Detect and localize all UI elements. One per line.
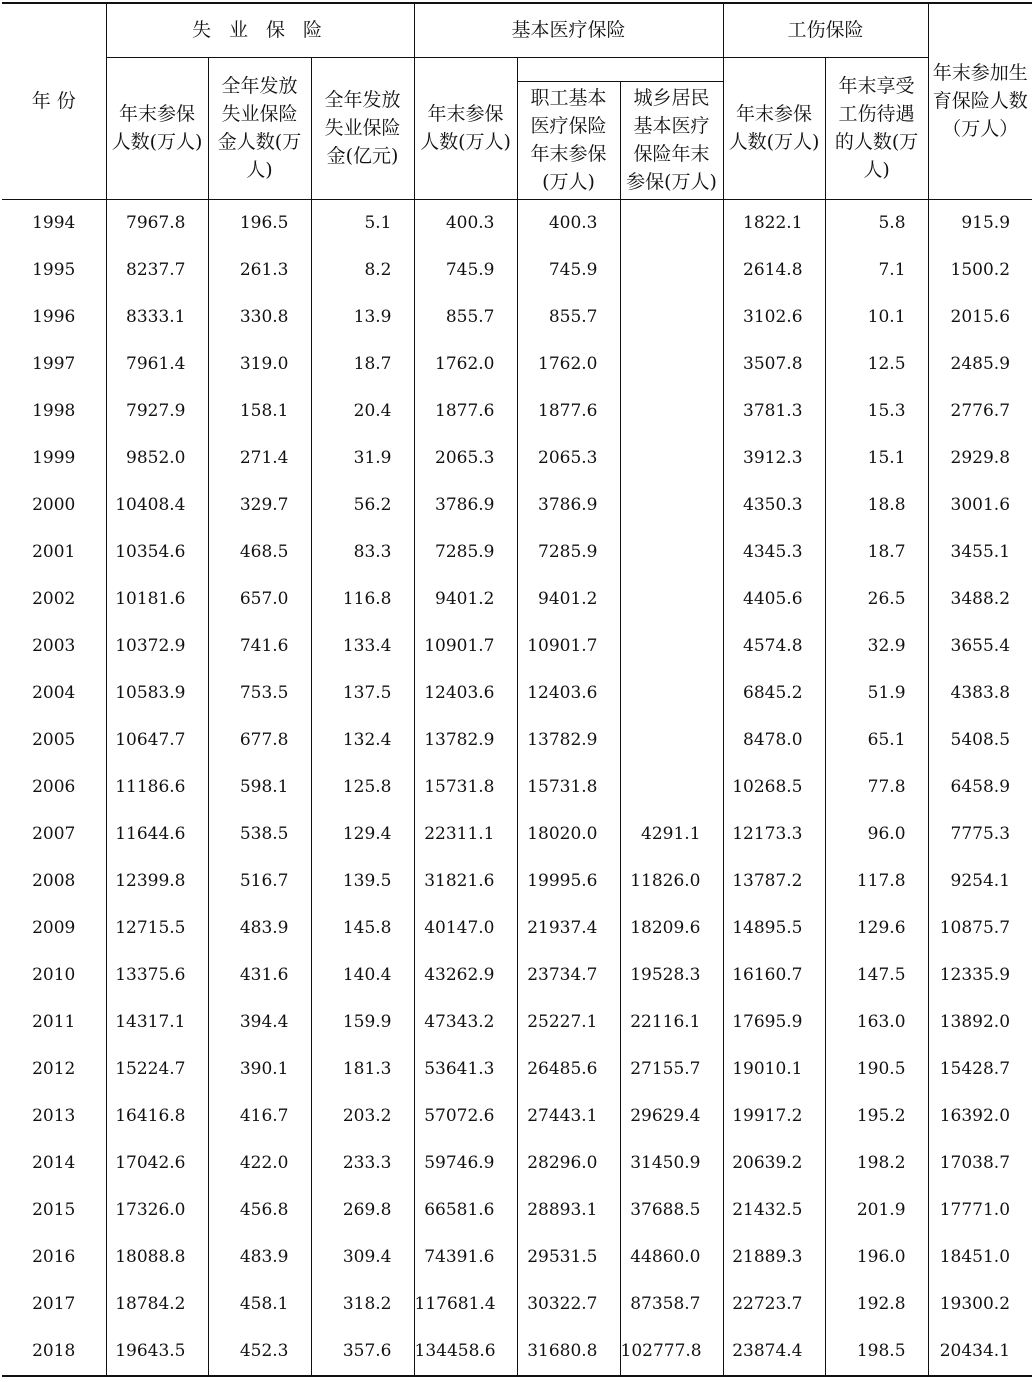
cell-m-resident xyxy=(620,529,723,576)
cell-year: 1995 xyxy=(32,260,76,280)
table-row xyxy=(2,952,1032,999)
cell-i-beneficiaries: 190.5 xyxy=(825,1046,928,1093)
cell-i-beneficiaries: 163.0 xyxy=(825,999,928,1046)
cell-u-insured: 7927.9 xyxy=(106,388,208,435)
cell-u-amount: 309.4 xyxy=(311,1234,414,1281)
cell-year: 1994 xyxy=(32,213,76,233)
cell-m-employee: 23734.7 xyxy=(517,952,620,999)
cell-u-insured: 13375.6 xyxy=(106,952,208,999)
cell-u-insured: 10408.4 xyxy=(106,482,208,529)
cell-m-employee: 26485.6 xyxy=(517,1046,620,1093)
cell-u-recipients: 598.1 xyxy=(208,764,311,811)
table-row xyxy=(2,294,1032,341)
cell-m-resident: 18209.6 xyxy=(620,905,723,952)
table-row xyxy=(2,529,1032,576)
table-row xyxy=(2,1187,1032,1234)
cell-u-insured: 17326.0 xyxy=(106,1187,208,1234)
social-insurance-table xyxy=(2,2,1032,1377)
cell-m-insured: 53641.3 xyxy=(414,1046,517,1093)
cell-maternity: 2929.8 xyxy=(928,435,1032,482)
cell-i-beneficiaries: 15.3 xyxy=(825,388,928,435)
cell-u-amount: 18.7 xyxy=(311,341,414,388)
table-row xyxy=(2,1093,1032,1140)
table-row xyxy=(2,999,1032,1046)
cell-m-resident: 11826.0 xyxy=(620,858,723,905)
cell-i-beneficiaries: 192.8 xyxy=(825,1281,928,1328)
header-u-recipients: 全年发放失业保险金人数(万人) xyxy=(208,57,311,199)
cell-u-recipients: 261.3 xyxy=(208,247,311,294)
table-row xyxy=(2,1281,1032,1328)
cell-m-employee: 31680.8 xyxy=(517,1328,620,1376)
cell-maternity: 16392.0 xyxy=(928,1093,1032,1140)
cell-u-insured: 14317.1 xyxy=(106,999,208,1046)
cell-m-resident xyxy=(620,294,723,341)
cell-u-insured: 7967.8 xyxy=(106,199,208,247)
cell-maternity: 13892.0 xyxy=(928,999,1032,1046)
cell-i-insured: 21432.5 xyxy=(723,1187,825,1234)
cell-m-insured: 855.7 xyxy=(414,294,517,341)
cell-i-beneficiaries: 77.8 xyxy=(825,764,928,811)
cell-u-amount: 125.8 xyxy=(311,764,414,811)
cell-i-beneficiaries: 147.5 xyxy=(825,952,928,999)
cell-m-employee: 21937.4 xyxy=(517,905,620,952)
cell-u-recipients: 330.8 xyxy=(208,294,311,341)
table-row xyxy=(2,670,1032,717)
cell-u-amount: 139.5 xyxy=(311,858,414,905)
cell-m-insured: 22311.1 xyxy=(414,811,517,858)
cell-year: 2006 xyxy=(32,777,76,797)
cell-i-beneficiaries: 51.9 xyxy=(825,670,928,717)
cell-year: 2005 xyxy=(32,730,76,750)
cell-m-insured: 57072.6 xyxy=(414,1093,517,1140)
cell-i-beneficiaries: 201.9 xyxy=(825,1187,928,1234)
cell-year: 2010 xyxy=(32,965,76,985)
cell-u-insured: 19643.5 xyxy=(106,1328,208,1376)
table-row xyxy=(2,388,1032,435)
cell-m-resident: 19528.3 xyxy=(620,952,723,999)
cell-i-insured: 23874.4 xyxy=(723,1328,825,1376)
cell-year: 2013 xyxy=(32,1106,76,1126)
table-row xyxy=(2,482,1032,529)
cell-u-recipients: 271.4 xyxy=(208,435,311,482)
cell-m-employee: 2065.3 xyxy=(517,435,620,482)
cell-m-resident: 44860.0 xyxy=(620,1234,723,1281)
cell-i-insured: 4574.8 xyxy=(723,623,825,670)
cell-i-insured: 13787.2 xyxy=(723,858,825,905)
cell-u-recipients: 538.5 xyxy=(208,811,311,858)
header-i-insured: 年末参保人数(万人) xyxy=(723,57,825,199)
cell-m-resident xyxy=(620,482,723,529)
cell-maternity: 9254.1 xyxy=(928,858,1032,905)
table-row xyxy=(2,199,1032,247)
cell-u-recipients: 329.7 xyxy=(208,482,311,529)
cell-u-recipients: 416.7 xyxy=(208,1093,311,1140)
cell-i-insured: 14895.5 xyxy=(723,905,825,952)
header-m-insured: 年末参保人数(万人) xyxy=(414,57,517,199)
cell-m-employee: 1762.0 xyxy=(517,341,620,388)
cell-u-amount: 318.2 xyxy=(311,1281,414,1328)
cell-u-recipients: 452.3 xyxy=(208,1328,311,1376)
cell-m-employee: 30322.7 xyxy=(517,1281,620,1328)
cell-m-insured: 12403.6 xyxy=(414,670,517,717)
cell-i-insured: 4345.3 xyxy=(723,529,825,576)
table-header xyxy=(2,3,1032,199)
cell-m-resident: 22116.1 xyxy=(620,999,723,1046)
cell-m-insured: 9401.2 xyxy=(414,576,517,623)
cell-i-insured: 19010.1 xyxy=(723,1046,825,1093)
cell-year: 2012 xyxy=(32,1059,76,1079)
cell-u-amount: 56.2 xyxy=(311,482,414,529)
cell-i-beneficiaries: 65.1 xyxy=(825,717,928,764)
cell-u-amount: 159.9 xyxy=(311,999,414,1046)
cell-maternity: 915.9 xyxy=(928,199,1032,247)
cell-u-amount: 8.2 xyxy=(311,247,414,294)
cell-m-insured: 2065.3 xyxy=(414,435,517,482)
header-medical-group: 基本医疗保险 xyxy=(414,3,723,57)
cell-m-employee: 18020.0 xyxy=(517,811,620,858)
cell-u-amount: 269.8 xyxy=(311,1187,414,1234)
cell-year: 1999 xyxy=(32,448,76,468)
cell-u-recipients: 394.4 xyxy=(208,999,311,1046)
cell-u-amount: 5.1 xyxy=(311,199,414,247)
cell-i-insured: 3912.3 xyxy=(723,435,825,482)
cell-u-insured: 16416.8 xyxy=(106,1093,208,1140)
cell-u-recipients: 468.5 xyxy=(208,529,311,576)
cell-u-insured: 8237.7 xyxy=(106,247,208,294)
cell-i-beneficiaries: 10.1 xyxy=(825,294,928,341)
cell-u-amount: 140.4 xyxy=(311,952,414,999)
cell-m-employee: 15731.8 xyxy=(517,764,620,811)
cell-i-beneficiaries: 7.1 xyxy=(825,247,928,294)
cell-m-insured: 1877.6 xyxy=(414,388,517,435)
cell-u-insured: 18784.2 xyxy=(106,1281,208,1328)
cell-maternity: 17771.0 xyxy=(928,1187,1032,1234)
cell-maternity: 2015.6 xyxy=(928,294,1032,341)
cell-year: 2018 xyxy=(2,1328,106,1376)
table-row xyxy=(2,811,1032,858)
header-injury-group: 工伤保险 xyxy=(723,3,928,57)
table-row xyxy=(2,1046,1032,1093)
cell-i-insured: 16160.7 xyxy=(723,952,825,999)
cell-m-employee: 3786.9 xyxy=(517,482,620,529)
cell-u-amount: 83.3 xyxy=(311,529,414,576)
cell-m-resident xyxy=(620,435,723,482)
cell-m-employee: 19995.6 xyxy=(517,858,620,905)
cell-u-insured: 12399.8 xyxy=(106,858,208,905)
header-m-employee: 职工基本医疗保险年末参保(万人) xyxy=(517,81,620,199)
table-row xyxy=(2,623,1032,670)
cell-m-resident xyxy=(620,717,723,764)
cell-m-insured: 40147.0 xyxy=(414,905,517,952)
cell-u-insured: 11644.6 xyxy=(106,811,208,858)
cell-year: 2015 xyxy=(32,1200,76,1220)
cell-u-recipients: 483.9 xyxy=(208,1234,311,1281)
cell-i-insured: 3102.6 xyxy=(723,294,825,341)
cell-m-resident: 27155.7 xyxy=(620,1046,723,1093)
table-row xyxy=(2,858,1032,905)
cell-m-employee: 1877.6 xyxy=(517,388,620,435)
cell-m-resident: 4291.1 xyxy=(620,811,723,858)
cell-m-insured: 31821.6 xyxy=(414,858,517,905)
cell-year: 1997 xyxy=(32,354,76,374)
cell-m-insured: 59746.9 xyxy=(414,1140,517,1187)
cell-i-insured: 1822.1 xyxy=(723,199,825,247)
cell-m-employee: 28893.1 xyxy=(517,1187,620,1234)
cell-i-beneficiaries: 117.8 xyxy=(825,858,928,905)
cell-year: 1998 xyxy=(32,401,76,421)
cell-i-insured: 22723.7 xyxy=(723,1281,825,1328)
cell-m-insured: 66581.6 xyxy=(414,1187,517,1234)
cell-m-employee: 9401.2 xyxy=(517,576,620,623)
cell-m-employee: 745.9 xyxy=(517,247,620,294)
table-row xyxy=(2,1140,1032,1187)
cell-i-insured: 8478.0 xyxy=(723,717,825,764)
cell-i-beneficiaries: 198.5 xyxy=(825,1328,928,1376)
header-m-sub-spacer xyxy=(517,57,723,81)
cell-maternity: 5408.5 xyxy=(928,717,1032,764)
cell-i-insured: 2614.8 xyxy=(723,247,825,294)
cell-m-insured: 400.3 xyxy=(414,199,517,247)
cell-u-recipients: 158.1 xyxy=(208,388,311,435)
cell-m-resident xyxy=(620,199,723,247)
cell-i-insured: 4405.6 xyxy=(723,576,825,623)
cell-m-resident: 87358.7 xyxy=(620,1281,723,1328)
cell-m-insured: 117681.4 xyxy=(414,1281,517,1328)
cell-year: 2000 xyxy=(32,495,76,515)
cell-maternity: 7775.3 xyxy=(928,811,1032,858)
cell-year: 2007 xyxy=(32,824,76,844)
cell-m-resident: 29629.4 xyxy=(620,1093,723,1140)
cell-u-insured: 11186.6 xyxy=(106,764,208,811)
cell-m-employee: 10901.7 xyxy=(517,623,620,670)
cell-u-insured: 18088.8 xyxy=(106,1234,208,1281)
header-u-amount: 全年发放失业保险金(亿元) xyxy=(311,57,414,199)
table-row xyxy=(2,717,1032,764)
cell-maternity: 3488.2 xyxy=(928,576,1032,623)
cell-u-recipients: 458.1 xyxy=(208,1281,311,1328)
cell-m-resident xyxy=(620,576,723,623)
cell-i-beneficiaries: 12.5 xyxy=(825,341,928,388)
cell-u-insured: 7961.4 xyxy=(106,341,208,388)
cell-i-insured: 21889.3 xyxy=(723,1234,825,1281)
cell-year: 2003 xyxy=(32,636,76,656)
cell-year: 2008 xyxy=(32,871,76,891)
cell-i-insured: 10268.5 xyxy=(723,764,825,811)
cell-u-recipients: 657.0 xyxy=(208,576,311,623)
cell-year: 2011 xyxy=(32,1012,76,1032)
table-row xyxy=(2,905,1032,952)
cell-i-insured: 20639.2 xyxy=(723,1140,825,1187)
cell-u-recipients: 319.0 xyxy=(208,341,311,388)
cell-i-beneficiaries: 15.1 xyxy=(825,435,928,482)
table-body xyxy=(2,199,1032,1376)
cell-u-insured: 12715.5 xyxy=(106,905,208,952)
cell-m-insured: 3786.9 xyxy=(414,482,517,529)
table-row xyxy=(2,247,1032,294)
cell-m-resident xyxy=(620,247,723,294)
cell-u-insured: 10354.6 xyxy=(106,529,208,576)
cell-maternity: 3455.1 xyxy=(928,529,1032,576)
cell-maternity: 10875.7 xyxy=(928,905,1032,952)
cell-year: 2001 xyxy=(32,542,76,562)
cell-year: 1996 xyxy=(32,307,76,327)
cell-maternity: 20434.1 xyxy=(928,1328,1032,1376)
cell-u-recipients: 753.5 xyxy=(208,670,311,717)
cell-m-resident xyxy=(620,341,723,388)
cell-m-resident: 102777.8 xyxy=(620,1328,723,1376)
table-row xyxy=(2,341,1032,388)
cell-i-insured: 6845.2 xyxy=(723,670,825,717)
cell-u-recipients: 516.7 xyxy=(208,858,311,905)
cell-u-amount: 181.3 xyxy=(311,1046,414,1093)
cell-i-insured: 3507.8 xyxy=(723,341,825,388)
cell-u-recipients: 677.8 xyxy=(208,717,311,764)
cell-maternity: 6458.9 xyxy=(928,764,1032,811)
cell-m-resident: 37688.5 xyxy=(620,1187,723,1234)
cell-u-amount: 203.2 xyxy=(311,1093,414,1140)
cell-m-resident xyxy=(620,764,723,811)
cell-u-amount: 132.4 xyxy=(311,717,414,764)
table-row xyxy=(2,576,1032,623)
cell-m-insured: 7285.9 xyxy=(414,529,517,576)
cell-u-recipients: 196.5 xyxy=(208,199,311,247)
cell-m-employee: 28296.0 xyxy=(517,1140,620,1187)
table-row xyxy=(2,764,1032,811)
cell-m-employee: 29531.5 xyxy=(517,1234,620,1281)
cell-m-employee: 25227.1 xyxy=(517,999,620,1046)
cell-i-beneficiaries: 18.7 xyxy=(825,529,928,576)
cell-year: 2014 xyxy=(32,1153,76,1173)
cell-i-insured: 12173.3 xyxy=(723,811,825,858)
cell-u-recipients: 422.0 xyxy=(208,1140,311,1187)
cell-maternity: 17038.7 xyxy=(928,1140,1032,1187)
cell-maternity: 15428.7 xyxy=(928,1046,1032,1093)
cell-maternity: 2776.7 xyxy=(928,388,1032,435)
cell-m-insured: 10901.7 xyxy=(414,623,517,670)
header-maternity: 年末参加生育保险人数（万人） xyxy=(928,3,1032,199)
cell-maternity: 19300.2 xyxy=(928,1281,1032,1328)
cell-i-insured: 3781.3 xyxy=(723,388,825,435)
header-u-insured: 年末参保人数(万人) xyxy=(106,57,208,199)
cell-i-beneficiaries: 196.0 xyxy=(825,1234,928,1281)
cell-i-beneficiaries: 195.2 xyxy=(825,1093,928,1140)
cell-m-employee: 855.7 xyxy=(517,294,620,341)
cell-maternity: 3655.4 xyxy=(928,623,1032,670)
cell-u-insured: 9852.0 xyxy=(106,435,208,482)
cell-u-insured: 17042.6 xyxy=(106,1140,208,1187)
cell-m-insured: 745.9 xyxy=(414,247,517,294)
cell-i-insured: 17695.9 xyxy=(723,999,825,1046)
cell-m-insured: 47343.2 xyxy=(414,999,517,1046)
cell-m-insured: 15731.8 xyxy=(414,764,517,811)
cell-maternity: 4383.8 xyxy=(928,670,1032,717)
cell-maternity: 3001.6 xyxy=(928,482,1032,529)
cell-i-beneficiaries: 32.9 xyxy=(825,623,928,670)
cell-m-employee: 7285.9 xyxy=(517,529,620,576)
cell-m-insured: 1762.0 xyxy=(414,341,517,388)
cell-u-recipients: 741.6 xyxy=(208,623,311,670)
cell-m-resident xyxy=(620,670,723,717)
cell-maternity: 18451.0 xyxy=(928,1234,1032,1281)
cell-i-beneficiaries: 18.8 xyxy=(825,482,928,529)
cell-u-amount: 129.4 xyxy=(311,811,414,858)
cell-m-insured: 43262.9 xyxy=(414,952,517,999)
cell-m-employee: 13782.9 xyxy=(517,717,620,764)
cell-u-amount: 31.9 xyxy=(311,435,414,482)
cell-u-amount: 13.9 xyxy=(311,294,414,341)
table-row xyxy=(2,1328,1032,1376)
cell-m-resident xyxy=(620,623,723,670)
cell-i-insured: 19917.2 xyxy=(723,1093,825,1140)
cell-maternity: 1500.2 xyxy=(928,247,1032,294)
cell-m-insured: 134458.6 xyxy=(414,1328,517,1376)
cell-u-recipients: 483.9 xyxy=(208,905,311,952)
cell-u-amount: 357.6 xyxy=(311,1328,414,1376)
cell-maternity: 12335.9 xyxy=(928,952,1032,999)
cell-u-insured: 10372.9 xyxy=(106,623,208,670)
cell-year: 2016 xyxy=(32,1247,76,1267)
cell-u-amount: 20.4 xyxy=(311,388,414,435)
cell-u-insured: 10647.7 xyxy=(106,717,208,764)
cell-i-beneficiaries: 5.8 xyxy=(825,199,928,247)
cell-m-resident xyxy=(620,388,723,435)
cell-i-beneficiaries: 96.0 xyxy=(825,811,928,858)
cell-u-insured: 15224.7 xyxy=(106,1046,208,1093)
cell-year: 2004 xyxy=(32,683,76,703)
cell-u-amount: 137.5 xyxy=(311,670,414,717)
cell-u-recipients: 456.8 xyxy=(208,1187,311,1234)
cell-m-insured: 13782.9 xyxy=(414,717,517,764)
cell-m-insured: 74391.6 xyxy=(414,1234,517,1281)
cell-i-insured: 4350.3 xyxy=(723,482,825,529)
cell-maternity: 2485.9 xyxy=(928,341,1032,388)
cell-u-insured: 8333.1 xyxy=(106,294,208,341)
table-row xyxy=(2,435,1032,482)
cell-u-insured: 10181.6 xyxy=(106,576,208,623)
cell-u-insured: 10583.9 xyxy=(106,670,208,717)
cell-i-beneficiaries: 26.5 xyxy=(825,576,928,623)
cell-u-amount: 233.3 xyxy=(311,1140,414,1187)
cell-u-recipients: 390.1 xyxy=(208,1046,311,1093)
cell-m-resident: 31450.9 xyxy=(620,1140,723,1187)
cell-year: 2017 xyxy=(32,1294,76,1314)
header-year: 年 份 xyxy=(2,3,106,199)
header-unemployment-group: 失 业 保 险 xyxy=(106,3,414,57)
cell-u-amount: 145.8 xyxy=(311,905,414,952)
cell-m-employee: 400.3 xyxy=(517,199,620,247)
cell-year: 2009 xyxy=(32,918,76,938)
table-row xyxy=(2,1234,1032,1281)
cell-i-beneficiaries: 129.6 xyxy=(825,905,928,952)
cell-u-amount: 133.4 xyxy=(311,623,414,670)
cell-m-employee: 27443.1 xyxy=(517,1093,620,1140)
cell-year: 2002 xyxy=(32,589,76,609)
header-m-resident: 城乡居民基本医疗保险年末参保(万人) xyxy=(620,81,723,199)
cell-u-recipients: 431.6 xyxy=(208,952,311,999)
cell-i-beneficiaries: 198.2 xyxy=(825,1140,928,1187)
cell-u-amount: 116.8 xyxy=(311,576,414,623)
cell-m-employee: 12403.6 xyxy=(517,670,620,717)
header-i-beneficiaries: 年末享受工伤待遇的人数(万人) xyxy=(825,57,928,199)
